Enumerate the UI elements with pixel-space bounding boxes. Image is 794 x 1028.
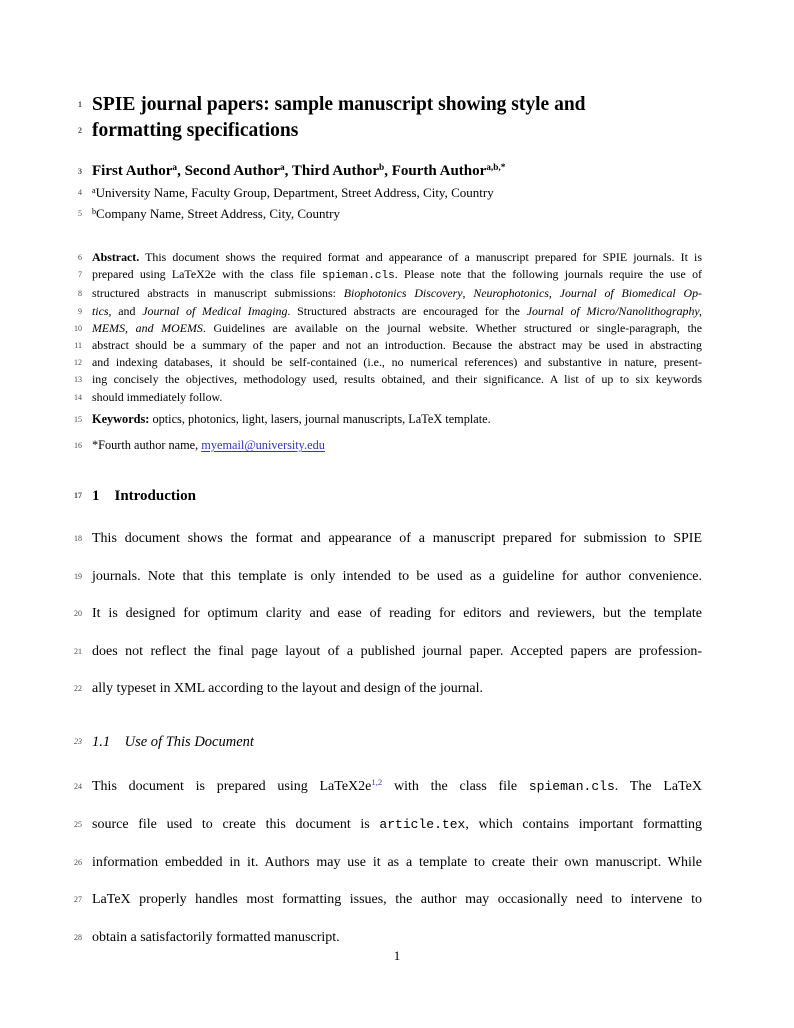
abstract-text (92, 266, 702, 285)
line-number: 3 (78, 167, 82, 176)
text-segment: a (172, 162, 178, 173)
body-text (92, 844, 702, 882)
use-of-document-paragraph (74, 768, 702, 957)
abstract-text (92, 389, 702, 406)
text-segment: Abstract. (92, 250, 140, 264)
line-number: 26 (74, 857, 82, 867)
line-number: 17 (74, 491, 82, 501)
text-segment: . Guidelines are available on the journal website. Whether structured or single-paragraph, the (202, 320, 702, 335)
doc-line (74, 520, 702, 558)
body-text (92, 806, 702, 844)
paper-title-line-1 (92, 92, 702, 118)
line-number: 21 (74, 646, 82, 656)
text-segment: a (92, 185, 96, 195)
text-segment: formatting specifications (92, 120, 299, 141)
text-segment: Company Name, Street Address, City, Country (96, 206, 340, 221)
abstract-text (92, 354, 702, 371)
text-segment: . The LaTeX (614, 778, 702, 794)
text-segment: Keywords: (92, 411, 150, 426)
line-number: 10 (74, 323, 82, 333)
text-segment: Journal of Micro/Nanolithography, (526, 303, 702, 318)
subsection-heading-text (92, 732, 702, 752)
doc-line (78, 204, 702, 225)
page-number: 1 (393, 948, 401, 963)
text-segment: spieman.cls (321, 270, 395, 283)
text-segment: should immediately follow. (92, 389, 223, 404)
line-number: 14 (74, 392, 82, 402)
line-number: 23 (74, 736, 82, 746)
doc-line (78, 249, 702, 266)
authors-line (92, 162, 702, 183)
body-text (92, 633, 702, 671)
text-segment: Neurophotonics (473, 286, 549, 301)
text-segment: Biophotonics Discovery (343, 286, 463, 301)
line-number: 25 (74, 820, 82, 830)
line-number: 8 (78, 289, 82, 299)
text-segment: SPIE journal papers: sample manuscript showing style and (92, 94, 586, 115)
section-heading-text (92, 486, 702, 506)
text-segment: , Second Author (177, 163, 281, 179)
doc-line (78, 266, 702, 285)
text-segment: This document is prepared using LaTeX2e (92, 778, 372, 794)
line-number: 27 (74, 895, 82, 905)
abstract-block (74, 249, 703, 406)
line-number: 1 (78, 100, 82, 109)
text-segment: , (462, 286, 474, 301)
doc-line (74, 633, 702, 671)
text-segment: with the class file (382, 778, 529, 794)
line-number: 9 (78, 306, 82, 316)
text-segment: does not reflect the final page layout of a published journal paper. Accepted papers are profession- (92, 643, 702, 659)
line-number: 12 (74, 358, 82, 368)
doc-line (74, 320, 702, 337)
text-segment: University Name, Faculty Group, Department, Street Address, City, Country (95, 185, 494, 200)
citation-link[interactable]: 1,2 (371, 776, 383, 787)
doc-line (74, 768, 702, 807)
doc-line (78, 118, 702, 144)
affiliation-a (92, 183, 702, 204)
doc-line (78, 162, 702, 183)
line-number: 28 (74, 932, 82, 942)
text-segment: This document shows the format and appearance of a manuscript prepared for submission to SPIE (92, 531, 702, 547)
paper-title-line-2 (92, 118, 702, 144)
footnote-line (74, 437, 702, 454)
line-number: 22 (74, 684, 82, 694)
title-block (78, 92, 702, 144)
line-number: 6 (78, 253, 82, 262)
body-text (92, 768, 702, 807)
body-text (92, 520, 702, 558)
intro-paragraph (74, 520, 702, 708)
body-text (92, 595, 702, 633)
text-segment: Journal of Medical Imaging (142, 303, 288, 318)
body-text (92, 670, 702, 708)
text-segment: Journal of Biomedical Op- (559, 286, 703, 301)
line-number: 5 (78, 209, 82, 218)
line-number: 19 (74, 571, 82, 581)
line-number: 24 (74, 781, 82, 791)
text-segment: journals. Note that this template is only intended to be used as a guideline for author convenience. (92, 568, 702, 584)
text-segment: First Author (92, 163, 173, 179)
line-number: 15 (74, 414, 82, 424)
text-segment: and indexing databases, it should be self-contained (i.e., no numerical references) and substantive in nature, present- (92, 355, 702, 370)
doc-line (78, 285, 703, 302)
affiliation-b (92, 204, 702, 225)
text-segment: obtain a satisfactorily formatted manuscript. (92, 929, 340, 945)
text-segment: a,b,* (486, 162, 506, 173)
doc-line (74, 806, 702, 844)
text-segment: article.tex (379, 817, 466, 833)
line-number: 13 (74, 375, 82, 385)
text-segment: ing concisely the objectives, methodology used, results obtained, and their significance. A list of up to six keywords (92, 372, 702, 387)
text-segment: 1 Introduction (92, 488, 196, 505)
subsection-1-1-heading (74, 732, 702, 752)
text-segment: , Third Author (284, 163, 380, 179)
text-segment: abstract should be a summary of the paper and not an introduction. Because the abstract may be used in abstracting (92, 338, 702, 353)
doc-line (74, 670, 702, 708)
text-segment: , Fourth Author (384, 163, 487, 179)
email-link[interactable]: myemail@university.edu (201, 438, 325, 453)
text-segment: structured abstracts in manuscript submissions: (92, 286, 344, 301)
doc-line (78, 183, 702, 204)
text-segment: This document shows the required format and appearance of a manuscript prepared for SPIE journals. It is (139, 250, 702, 264)
doc-line (78, 92, 702, 118)
keywords-line (74, 411, 702, 428)
text-segment: a (280, 162, 285, 173)
line-number: 2 (78, 126, 82, 135)
doc-line (74, 389, 702, 406)
text-segment: ally typeset in XML according to the layout and design of the journal. (92, 681, 483, 697)
abstract-text (92, 303, 702, 320)
text-segment: , and (108, 303, 143, 318)
page-content (74, 92, 703, 956)
doc-line (74, 595, 702, 633)
abstract-text (92, 249, 702, 266)
text-segment: , which contains important formatting (465, 817, 702, 833)
line-number: 16 (74, 441, 82, 451)
section-1-heading (74, 486, 702, 506)
abstract-text (92, 371, 702, 388)
doc-line (74, 371, 702, 388)
abstract-text (92, 320, 702, 337)
text-segment: MEMS, and MOEMS (92, 320, 203, 335)
text-segment: optics, photonics, light, lasers, journal manuscripts, LaTeX template. (149, 411, 491, 426)
text-segment: information embedded in it. Authors may use it as a template to create their own manuscript. While (92, 854, 702, 870)
text-segment: , (548, 286, 560, 301)
line-number: 20 (74, 609, 82, 619)
text-segment: LaTeX properly handles most formatting issues, the author may occasionally need to intervene to (92, 892, 702, 908)
footnote-text (92, 437, 702, 454)
text-segment: 1.1 Use of This Document (92, 733, 254, 750)
text-segment: source file used to create this document is (92, 817, 380, 833)
abstract-text (92, 285, 702, 302)
body-text (92, 881, 702, 919)
line-number: 11 (74, 341, 82, 351)
doc-line (74, 558, 702, 596)
line-number: 18 (74, 534, 82, 544)
text-segment: spieman.cls (528, 778, 615, 794)
doc-line (74, 337, 702, 354)
text-segment: b (92, 206, 97, 216)
abstract-text (92, 337, 702, 354)
doc-line (78, 303, 702, 320)
line-number: 4 (78, 188, 82, 197)
text-segment: . Structured abstracts are encouraged for the (287, 303, 527, 318)
text-segment: It is designed for optimum clarity and ease of reading for editors and reviewers, but the template (92, 606, 702, 622)
author-block (78, 162, 702, 225)
body-text (92, 558, 702, 596)
text-segment: prepared using LaTeX2e with the class file (92, 267, 322, 282)
doc-line (74, 881, 702, 919)
text-segment: b (379, 162, 385, 173)
keywords-text (92, 411, 702, 428)
doc-line (74, 844, 702, 882)
doc-line (74, 354, 702, 371)
text-segment: tics (92, 303, 109, 318)
text-segment: . Please note that the following journals require the use of (394, 267, 702, 282)
text-segment: *Fourth author name, (92, 438, 202, 453)
line-number: 7 (78, 270, 82, 280)
